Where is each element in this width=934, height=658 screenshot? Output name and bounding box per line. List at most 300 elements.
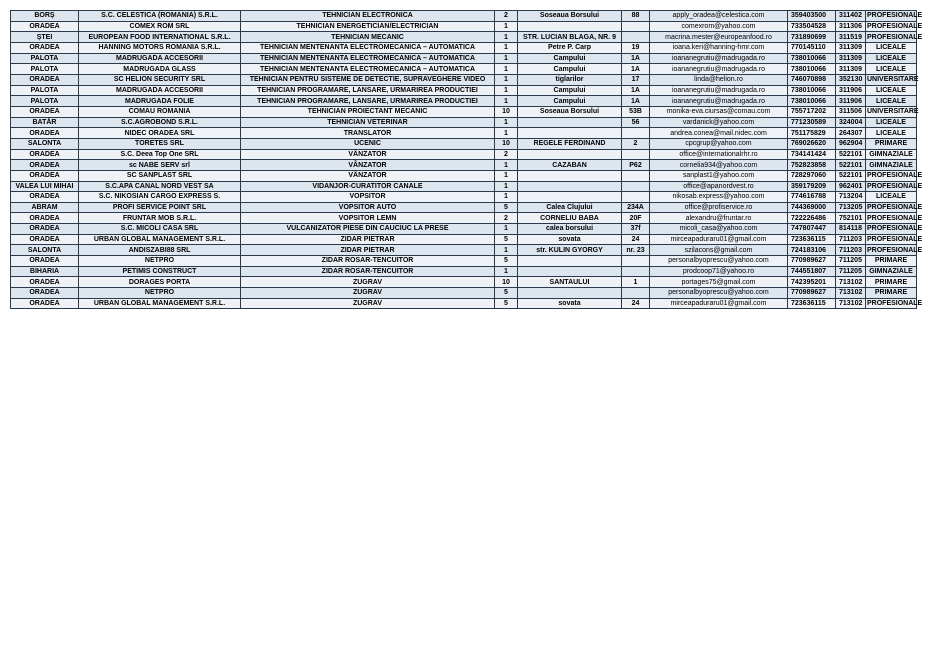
education-cell: PROFESIONALE [867,33,923,41]
education-cell: PRIMARE [866,256,917,267]
cor-code-cell: 311306 [836,21,866,32]
table-row [11,96,917,107]
positions-cell: 10 [495,277,518,288]
locality-cell: ABRAM [11,202,79,213]
locality-cell: PALOTA [11,53,79,64]
locality-cell: BORȘ [11,11,79,22]
email-cell: office@internationalrhr.ro [650,149,788,160]
number-cell [622,181,650,192]
email-cell: ioananegrutiu@madrugada.ro [650,64,788,75]
occupation-cell: VÂNZATOR [241,170,495,181]
occupation-cell: TEHNICIAN MENTENANTA ELECTROMECANICA – AUTOMATICA [241,42,495,53]
positions-cell: 10 [495,138,518,149]
street-cell: REGELE FERDINAND [518,138,622,149]
occupation-cell: UCENIC [241,138,495,149]
number-cell: 24 [622,298,650,309]
phone-cell: 746070898 [788,74,836,85]
number-cell: 88 [622,11,650,22]
occupation-cell: TEHNICIAN ELECTRONICA [241,11,495,22]
positions-cell: 1 [495,53,518,64]
employer-cell: NETPRO [79,288,241,299]
table-row [11,256,917,267]
table-row [11,213,917,224]
phone-cell: 744551807 [788,266,836,277]
table-row [11,117,917,128]
occupation-cell: TEHNICIAN PROGRAMARE, LANSARE, URMARIREA PRODUCTIEI [241,96,495,107]
education-cell: PROFESIONALE [867,182,923,190]
employer-cell: MADRUGADA ACCESORII [79,85,241,96]
occupation-cell: TEHNICIAN PROIECTANT MECANIC [241,106,495,117]
number-cell: 37f [622,224,650,235]
occupation-cell: TRANSLATOR [241,128,495,139]
table-row [11,138,917,149]
street-cell: Campului [518,64,622,75]
phone-cell: 733504528 [788,21,836,32]
employer-cell: EUROPEAN FOOD INTERNATIONAL S.R.L. [79,32,241,43]
locality-cell: PALOTA [11,85,79,96]
phone-cell: 723636115 [788,298,836,309]
phone-cell: 770145110 [788,42,836,53]
phone-cell: 742395201 [788,277,836,288]
street-cell [518,256,622,267]
street-cell [518,181,622,192]
locality-cell: ORADEA [11,234,79,245]
phone-cell: 771230589 [788,117,836,128]
education-cell: PROFESIONALE [867,12,923,20]
email-cell: personalbyoprescu@yahoo.com [650,288,788,299]
occupation-cell: ZIDAR ROSAR-TENCUITOR [241,256,495,267]
employer-cell: PROFI SERVICE POINT SRL [79,202,241,213]
employer-cell: SC HELION SECURITY SRL [79,74,241,85]
email-cell: vardanick@yahoo.com [650,117,788,128]
street-cell: STR. LUCIAN BLAGA, NR. 9 [518,32,622,43]
table-row [11,202,917,213]
positions-cell: 1 [495,170,518,181]
number-cell [622,256,650,267]
positions-cell: 2 [495,213,518,224]
number-cell: 1A [622,85,650,96]
street-cell: sovata [518,234,622,245]
email-cell: ioananegrutiu@madrugada.ro [650,96,788,107]
phone-cell: 755717202 [788,106,836,117]
number-cell [622,266,650,277]
employer-cell: COMAU ROMANIA [79,106,241,117]
street-cell [518,128,622,139]
employer-cell: HANNING MOTORS ROMANIA S.R.L. [79,42,241,53]
locality-cell: ORADEA [11,160,79,171]
number-cell: 234A [622,202,650,213]
locality-cell: ORADEA [11,192,79,203]
job-listings-table [10,10,923,309]
phone-cell: 751175829 [788,128,836,139]
street-cell [518,192,622,203]
positions-cell: 1 [495,224,518,235]
education-cell: PRIMARE [866,277,917,288]
street-cell: str. KULIN GYORGY [518,245,622,256]
occupation-cell: VOPSITOR LEMN [241,213,495,224]
street-cell: Campului [518,85,622,96]
positions-cell: 1 [495,192,518,203]
email-cell: szilacons@gmail.com [650,245,788,256]
occupation-cell: VIDANJOR-CURATITOR CANALE [241,181,495,192]
phone-cell: 744369000 [788,202,836,213]
cor-code-cell: 711205 [836,266,866,277]
cor-code-cell: 713102 [836,288,866,299]
street-cell: sovata [518,298,622,309]
positions-cell: 1 [495,96,518,107]
phone-cell: 769026620 [788,138,836,149]
table-row [11,11,917,22]
number-cell: 1A [622,96,650,107]
positions-cell: 1 [495,64,518,75]
street-cell: Campului [518,53,622,64]
locality-cell: ORADEA [11,21,79,32]
table-row [11,192,917,203]
locality-cell: BIHARIA [11,266,79,277]
street-cell: tiglarilor [518,74,622,85]
phone-cell: 738010066 [788,64,836,75]
occupation-cell: VOPSITOR [241,192,495,203]
employer-cell: TORETES SRL [79,138,241,149]
table-row [11,234,917,245]
phone-cell: 770989627 [788,256,836,267]
employer-cell: URBAN GLOBAL MANAGEMENT S.R.L. [79,298,241,309]
email-cell: linda@helion.ro [650,74,788,85]
table-row [11,21,917,32]
education-cell: LICEALE [866,53,917,64]
employer-cell: FRUNTAR MOB S.R.L. [79,213,241,224]
employer-cell: sc NABE SERV srl [79,160,241,171]
locality-cell: ORADEA [11,224,79,235]
education-cell: GIMNAZIALE [866,160,917,171]
cor-code-cell: 522101 [836,170,866,181]
positions-cell: 1 [495,245,518,256]
number-cell: 1A [622,64,650,75]
table-row [11,149,917,160]
education-cell: UNIVERSITARE [867,108,919,116]
phone-cell: 774616788 [788,192,836,203]
street-cell: Soseaua Borsului [518,11,622,22]
occupation-cell: VÂNZATOR [241,160,495,171]
email-cell: cornelia934@yahoo.com [650,160,788,171]
occupation-cell: TEHNICIAN MENTENANTA ELECTROMECANICA – AUTOMATICA [241,53,495,64]
employer-cell: MADRUGADA ACCESORII [79,53,241,64]
phone-cell: 747807447 [788,224,836,235]
positions-cell: 1 [495,117,518,128]
phone-cell: 752823858 [788,160,836,171]
number-cell: 2 [622,138,650,149]
number-cell: 53B [622,106,650,117]
education-cell: LICEALE [866,85,917,96]
occupation-cell: TEHNICIAN VETERINAR [241,117,495,128]
positions-cell: 1 [495,32,518,43]
email-cell: ioananegrutiu@madrugada.ro [650,85,788,96]
phone-cell: 723636115 [788,234,836,245]
locality-cell: ORADEA [11,213,79,224]
education-cell: PRIMARE [866,288,917,299]
education-cell: GIMNAZIALE [866,149,917,160]
number-cell: 1A [622,53,650,64]
phone-cell: 731890699 [788,32,836,43]
cor-code-cell: 311506 [836,106,866,117]
education-cell: PROFESIONALE [867,225,923,233]
number-cell [622,288,650,299]
locality-cell: ORADEA [11,170,79,181]
occupation-cell: ZIDAR PIETRAR [241,245,495,256]
positions-cell: 5 [495,298,518,309]
email-cell: mirceapaduraru01@gmail.com [650,234,788,245]
locality-cell: ORADEA [11,256,79,267]
cor-code-cell: 713205 [836,202,866,213]
email-cell: comexrom@yahoo.com [650,21,788,32]
education-cell: PROFESIONALE [867,22,923,30]
phone-cell: 738010066 [788,53,836,64]
number-cell [622,192,650,203]
cor-code-cell: 711203 [836,245,866,256]
email-cell: prodcoop71@yahoo.ro [650,266,788,277]
employer-cell: PETIMIS CONSTRUCT [79,266,241,277]
email-cell: personalbyoprescu@yahoo.com [650,256,788,267]
email-cell: portages75@gmail.com [650,277,788,288]
education-cell: LICEALE [866,128,917,139]
table-row [11,288,917,299]
cor-code-cell: 324004 [836,117,866,128]
street-cell [518,170,622,181]
number-cell [622,21,650,32]
table-row [11,64,917,75]
email-cell: monika-eva.ciursas@comau.com [650,106,788,117]
locality-cell: PALOTA [11,64,79,75]
email-cell: sanplast1@yahoo.com [650,170,788,181]
cor-code-cell: 962401 [836,181,866,192]
email-cell: nikosab.express@yahoo.com [650,192,788,203]
cor-code-cell: 522101 [836,149,866,160]
table-row [11,170,917,181]
email-cell: office@profiservice.ro [650,202,788,213]
occupation-cell: ZUGRAV [241,277,495,288]
education-cell: LICEALE [866,42,917,53]
email-cell: macrina.mester@europeanfood.ro [650,32,788,43]
street-cell: calea borsului [518,224,622,235]
number-cell [622,32,650,43]
education-cell: PROFESIONALE [867,246,923,254]
positions-cell: 5 [495,234,518,245]
cor-code-cell: 311309 [836,42,866,53]
email-cell: alexandru@fruntar.ro [650,213,788,224]
email-cell: ioananegrutiu@madrugada.ro [650,53,788,64]
table-row [11,298,917,309]
street-cell: Petre P. Carp [518,42,622,53]
occupation-cell: TEHNICIAN PENTRU SISTEME DE DETECTIE, SUPRAVEGHERE VIDEO [241,74,495,85]
employer-cell: S.C. Deea Top One SRL [79,149,241,160]
cor-code-cell: 711203 [836,234,866,245]
positions-cell: 1 [495,85,518,96]
education-cell: GIMNAZIALE [866,266,917,277]
employer-cell: MADRUGADA GLASS [79,64,241,75]
cor-code-cell: 311906 [836,85,866,96]
education-cell: PROFESIONALE [867,236,923,244]
occupation-cell: ZIDAR PIETRAR [241,234,495,245]
locality-cell: ȘTEI [11,32,79,43]
locality-cell: SALONTA [11,245,79,256]
cor-code-cell: 962904 [836,138,866,149]
street-cell [518,149,622,160]
employer-cell: COMEX ROM SRL [79,21,241,32]
education-cell: LICEALE [866,64,917,75]
positions-cell: 1 [495,128,518,139]
email-cell: micoli_casa@yahoo.com [650,224,788,235]
employer-cell: URBAN GLOBAL MANAGEMENT S.R.L. [79,234,241,245]
employer-cell: SC SANPLAST SRL [79,170,241,181]
email-cell: apply_oradea@celestica.com [650,11,788,22]
number-cell: 1 [622,277,650,288]
phone-cell: 734141424 [788,149,836,160]
number-cell [622,149,650,160]
positions-cell: 1 [495,266,518,277]
email-cell: andrea.conea@mail.nidec.com [650,128,788,139]
street-cell [518,266,622,277]
education-cell: PROFESIONALE [867,300,923,308]
education-cell: PROFESIONALE [867,214,923,222]
employer-cell: NETPRO [79,256,241,267]
employer-cell: S.C. MICOLI CASA SRL [79,224,241,235]
phone-cell: 738010066 [788,96,836,107]
occupation-cell: ZIDAR ROSAR-TENCUITOR [241,266,495,277]
phone-cell: 359179209 [788,181,836,192]
phone-cell: 724183106 [788,245,836,256]
cor-code-cell: 713102 [836,298,866,309]
employer-cell: S.C. CELESTICA (ROMANIA) S.R.L. [79,11,241,22]
table-row [11,160,917,171]
street-cell: Calea Clujului [518,202,622,213]
table-row [11,32,917,43]
cor-code-cell: 713102 [836,277,866,288]
locality-cell: ORADEA [11,298,79,309]
number-cell: 19 [622,42,650,53]
locality-cell: VALEA LUI MIHAI [11,181,79,192]
table-body [11,11,923,309]
locality-cell: ORADEA [11,106,79,117]
street-cell [518,21,622,32]
positions-cell: 1 [495,42,518,53]
education-cell: PROFESIONALE [867,172,923,180]
street-cell: SANTAULUI [518,277,622,288]
table-row [11,53,917,64]
table-row [11,128,917,139]
occupation-cell: ZUGRAV [241,288,495,299]
occupation-cell: TEHNICIAN ENERGETICIAN/ELECTRICIAN [241,21,495,32]
education-cell: PROFESIONALE [867,204,923,212]
locality-cell: ORADEA [11,149,79,160]
locality-cell: ORADEA [11,42,79,53]
positions-cell: 10 [495,106,518,117]
education-cell: LICEALE [866,192,917,203]
occupation-cell: ZUGRAV [241,298,495,309]
education-cell: LICEALE [866,117,917,128]
table-row [11,266,917,277]
positions-cell: 5 [495,256,518,267]
phone-cell: 359403500 [788,11,836,22]
positions-cell: 1 [495,21,518,32]
number-cell: 17 [622,74,650,85]
cor-code-cell: 264307 [836,128,866,139]
table-row [11,181,917,192]
employer-cell: ANDISZABI88 SRL [79,245,241,256]
locality-cell: ORADEA [11,288,79,299]
phone-cell: 738010066 [788,85,836,96]
locality-cell: BATĂR [11,117,79,128]
cor-code-cell: 522101 [836,160,866,171]
employer-cell: MADRUGADA FOLIE [79,96,241,107]
table-row [11,85,917,96]
occupation-cell: VÂNZATOR [241,149,495,160]
phone-cell: 728297060 [788,170,836,181]
positions-cell: 2 [495,149,518,160]
occupation-cell: TEHNICIAN MENTENANTA ELECTROMECANICA – AUTOMATICA [241,64,495,75]
locality-cell: ORADEA [11,277,79,288]
positions-cell: 1 [495,74,518,85]
email-cell: ioana.keri@hanning-hmr.com [650,42,788,53]
employer-cell: S.C. NIKOSIAN CARGO EXPRESS S. [79,192,241,203]
street-cell: CORNELIU BABA [518,213,622,224]
email-cell: cpcgrup@yahoo.com [650,138,788,149]
street-cell [518,117,622,128]
cor-code-cell: 311402 [836,11,866,22]
locality-cell: PALOTA [11,96,79,107]
occupation-cell: VULCANIZATOR PIESE DIN CAUCIUC LA PRESE [241,224,495,235]
table-row [11,224,917,235]
education-cell: UNIVERSITARE [867,76,919,84]
table-row [11,245,917,256]
occupation-cell: TEHNICIAN MECANIC [241,32,495,43]
number-cell: 24 [622,234,650,245]
positions-cell: 1 [495,181,518,192]
employer-cell: NIDEC ORADEA SRL [79,128,241,139]
number-cell [622,128,650,139]
phone-cell: 770989627 [788,288,836,299]
number-cell: 20F [622,213,650,224]
cor-code-cell: 311309 [836,64,866,75]
locality-cell: SALONTA [11,138,79,149]
table-row [11,42,917,53]
positions-cell: 5 [495,202,518,213]
number-cell: P62 [622,160,650,171]
number-cell: 56 [622,117,650,128]
occupation-cell: TEHNICIAN PROGRAMARE, LANSARE, URMARIREA PRODUCTIEI [241,85,495,96]
email-cell: office@apanordvest.ro [650,181,788,192]
cor-code-cell: 713204 [836,192,866,203]
cor-code-cell: 752101 [836,213,866,224]
number-cell [622,170,650,181]
employer-cell: S.C.APA CANAL NORD VEST SA [79,181,241,192]
education-cell: LICEALE [866,96,917,107]
education-cell: PRIMARE [866,138,917,149]
cor-code-cell: 311519 [836,32,866,43]
street-cell: CAZABAN [518,160,622,171]
number-cell: nr. 23 [622,245,650,256]
street-cell: Soseaua Borsului [518,106,622,117]
cor-code-cell: 814118 [836,224,866,235]
cor-code-cell: 311906 [836,96,866,107]
street-cell [518,288,622,299]
locality-cell: ORADEA [11,74,79,85]
locality-cell: ORADEA [11,128,79,139]
email-cell: mirceapaduraru01@gmail.com [650,298,788,309]
table-row [11,74,917,85]
job-listings-sheet [10,10,923,309]
cor-code-cell: 711205 [836,256,866,267]
phone-cell: 722226486 [788,213,836,224]
